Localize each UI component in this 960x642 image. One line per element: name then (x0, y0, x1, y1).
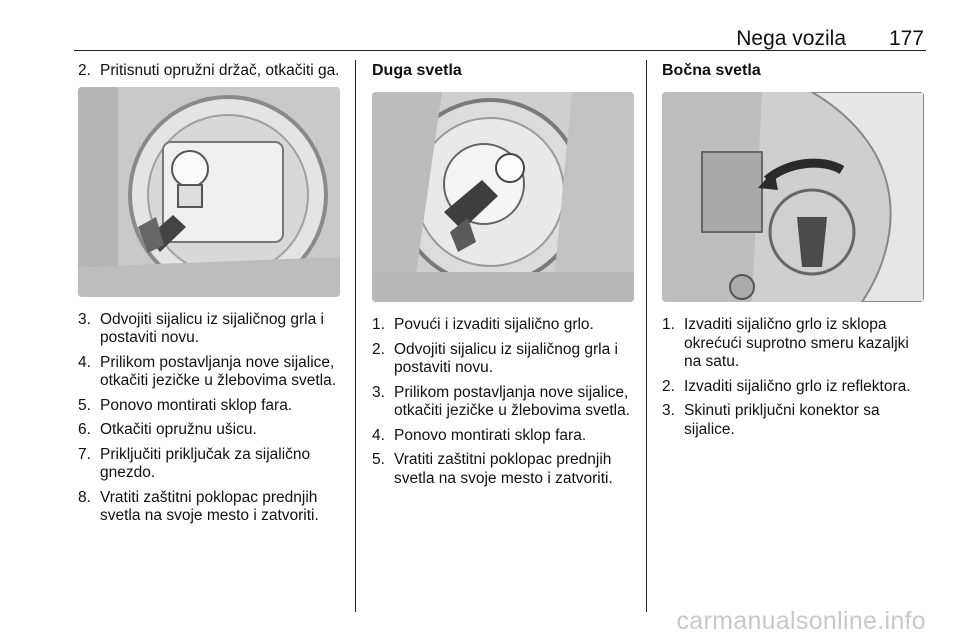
step-text: Vratiti zaštitni poklopac prednjih svetla na svoje mesto i zatvoriti. (394, 451, 613, 487)
list-item (78, 421, 342, 440)
list-item (78, 62, 342, 81)
step-number: 4. (372, 426, 385, 444)
step-text: Vratiti zaštitni poklopac prednjih svetla na svoje mesto i zatvoriti. (100, 488, 319, 524)
step-text: Pritisnuti opružni držač, otkačiti ga. (100, 62, 340, 79)
step-number: 3. (78, 310, 91, 328)
step-text: Priključiti priključak za sijalično gnezdo. (100, 445, 311, 481)
step-number: 5. (372, 451, 385, 468)
step-number: 2. (372, 340, 385, 358)
list-item (78, 354, 342, 391)
headlamp-bulb-drawing (78, 87, 340, 297)
list-item (78, 446, 342, 483)
intro-step-list (78, 62, 342, 81)
column-1 (78, 62, 342, 532)
list-item (372, 451, 632, 488)
list-item (372, 341, 632, 378)
step-text: Prilikom postavljanja nove sijalice, otkačiti jezičke u žlebovima svetla. (100, 353, 337, 389)
headlamp-bulb-illustration (78, 87, 340, 297)
step-text: Povući i izvaditi sijalično grlo. (394, 316, 594, 333)
list-item (662, 316, 926, 372)
step-list-col2 (372, 316, 632, 488)
step-text: Otkačiti opružnu ušicu. (100, 421, 257, 438)
watermark: carmanualsonline.info (676, 607, 926, 635)
section-heading-side-lights: Bočna svetla (662, 62, 761, 79)
side-light-illustration (662, 92, 924, 302)
step-text: Odvojiti sijalicu iz sijaličnog grla i postaviti novu. (394, 340, 618, 376)
list-item (372, 427, 632, 446)
list-item (78, 311, 342, 348)
step-text: Izvaditi sijalično grlo iz reflektora. (684, 377, 911, 395)
step-number: 8. (78, 488, 91, 506)
side-light-drawing (662, 92, 924, 302)
list-item (372, 384, 632, 421)
step-list-col3 (662, 316, 926, 439)
step-number: 3. (372, 383, 385, 401)
step-list-col1 (78, 311, 342, 526)
step-text: Odvojiti sijalicu iz sijaličnog grla i postaviti novu. (100, 310, 324, 346)
high-beam-illustration (372, 92, 634, 302)
step-text: Ponovo montirati sklop fara. (394, 426, 587, 444)
list-item (662, 402, 926, 439)
list-item (78, 489, 342, 526)
step-number: 5. (78, 396, 91, 414)
high-beam-drawing (372, 92, 634, 302)
list-item (78, 397, 342, 416)
step-number: 2. (662, 377, 675, 395)
column-3 (662, 62, 926, 445)
page-number: 177 (888, 27, 924, 50)
page-header (74, 22, 926, 51)
column-divider-2 (646, 60, 647, 612)
page-title: Nega vozila (736, 27, 846, 50)
list-item (372, 316, 632, 335)
step-text: Izvaditi sijalično grlo iz sklopa okrećući suprotno smeru kazaljki na satu. (684, 316, 909, 370)
list-item (662, 378, 926, 397)
step-number: 2. (78, 62, 91, 79)
step-text: Skinuti priključni konektor sa sijalice. (684, 402, 880, 438)
section-heading-high-beam: Duga svetla (372, 62, 462, 79)
step-number: 3. (662, 402, 675, 419)
step-number: 1. (662, 316, 675, 333)
column-2 (372, 62, 632, 494)
step-number: 1. (372, 316, 385, 333)
column-divider-1 (355, 60, 356, 612)
step-number: 4. (78, 353, 91, 371)
step-text: Ponovo montirati sklop fara. (100, 396, 293, 414)
step-number: 6. (78, 421, 91, 438)
step-number: 7. (78, 445, 91, 463)
step-text: Prilikom postavljanja nove sijalice, otkačiti jezičke u žlebovima svetla. (394, 383, 631, 419)
